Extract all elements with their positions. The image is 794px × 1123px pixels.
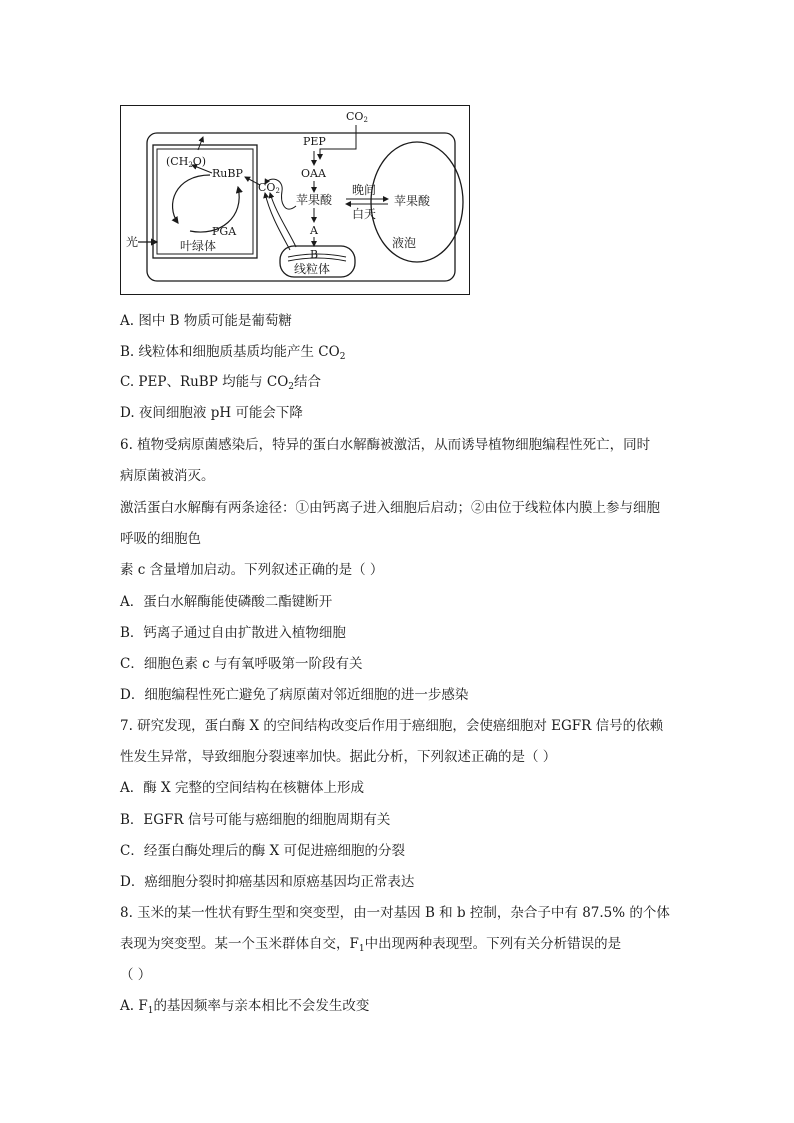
malate-left-label: 苹果酸	[296, 193, 333, 207]
q5-option-b: B. 线粒体和细胞质基质均能产生 $CO_2$	[120, 344, 346, 362]
q7-option-c: C．经蛋白酶处理后的酶 X 可促进癌细胞的分裂	[120, 843, 406, 859]
co2-top-label: CO2	[346, 110, 368, 124]
pep-label: PEP	[303, 135, 326, 148]
malate-right-label: 苹果酸	[394, 194, 431, 208]
q8-stem-2: 表现为突变型。某一个玉米群体自交，$F_1$中出现两种表现型。下列有关分析错误的是	[120, 936, 622, 954]
q7-option-a: A．酶 X 完整的空间结构在核糖体上形成	[120, 780, 364, 796]
diagram-svg	[120, 105, 470, 295]
q7-option-d: D．癌细胞分裂时抑癌基因和原癌基因均正常表达	[120, 874, 415, 890]
calvin-arc-left	[173, 175, 210, 223]
q5-option-d: D. 夜间细胞液 pH 可能会下降	[120, 405, 303, 421]
q8-option-a: A. $F_1$的基因频率与亲本相比不会发生改变	[120, 998, 370, 1016]
a-label: A	[310, 224, 318, 237]
q6-stem-3: 激活蛋白水解酶有两条途径：①由钙离子进入细胞后启动；②由位于线粒体内膜上参与细胞	[120, 500, 660, 516]
q6-option-d: D．细胞编程性死亡避免了病原菌对邻近细胞的进一步感染	[120, 687, 469, 703]
night-label: 晚间	[352, 183, 377, 197]
light-label: 光	[126, 235, 139, 249]
cam-pathway-diagram	[120, 105, 470, 295]
q7-option-b: B．EGFR 信号可能与癌细胞的细胞周期有关	[120, 812, 391, 828]
q7-stem-1: 7. 研究发现，蛋白酶 X 的空间结构改变后作用于癌细胞，会使癌细胞对 EGFR 信号的依赖	[120, 718, 664, 734]
mito-to-co2-arrow-1	[265, 193, 290, 250]
day-label: 白天	[352, 207, 377, 221]
oaa-label: OAA	[301, 167, 326, 180]
q8-stem-3: （ ）	[120, 967, 152, 983]
q8-stem-1: 8. 玉米的某一性状有野生型和突变型，由一对基因 B 和 b 控制，杂合子中有 87.5% 的个体	[120, 905, 670, 921]
q6-option-a: A．蛋白水解酶能使磷酸二酯键断开	[120, 594, 333, 610]
q6-stem-4: 呼吸的细胞色	[120, 531, 201, 547]
q7-stem-2: 性发生异常，导致细胞分裂速率加快。据此分析，下列叙述正确的是（ ）	[120, 749, 557, 765]
vacuole-label: 液泡	[392, 236, 417, 250]
q6-option-c: C．细胞色素 c 与有氧呼吸第一阶段有关	[120, 656, 363, 672]
export-arrow	[198, 137, 203, 150]
q6-option-b: B．钙离子通过自由扩散进入植物细胞	[120, 625, 346, 641]
b-label: B	[310, 248, 319, 261]
chloroplast-label: 叶绿体	[180, 239, 217, 253]
co2-mid-label: CO2	[258, 181, 280, 195]
mito-label: 线粒体	[294, 262, 331, 276]
pga-label: PGA	[212, 225, 237, 238]
q5-option-c: C. PEP、RuBP 均能与 $CO_2$结合	[120, 374, 322, 392]
q6-stem-1: 6. 植物受病原菌感染后，特异的蛋白水解酶被激活，从而诱导植物细胞编程性死亡，同时	[120, 437, 651, 453]
q5-option-a: A. 图中 B 物质可能是葡萄糖	[120, 313, 292, 329]
rubp-label: RuBP	[212, 167, 243, 180]
q6-stem-2: 病原菌被消灭。	[120, 468, 215, 484]
q6-stem-5: 素 c 含量增加启动。下列叙述正确的是（ ）	[120, 562, 384, 578]
ch2o-label: (CH2O)	[166, 155, 207, 169]
